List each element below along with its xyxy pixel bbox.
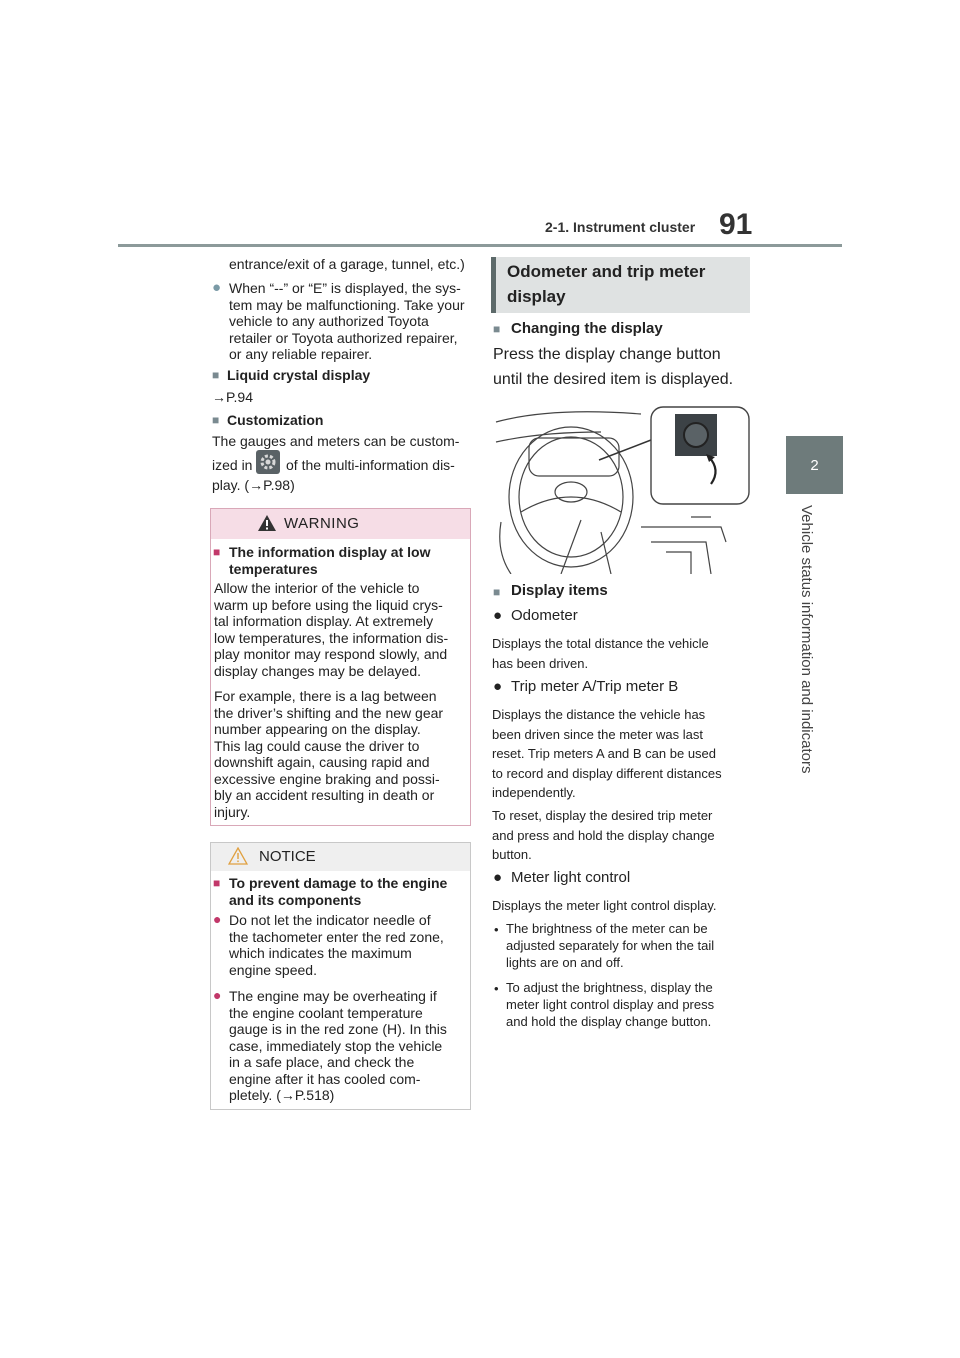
display-items-heading: Display items — [511, 582, 608, 599]
bullet-dot: • — [494, 981, 499, 996]
bullet-dot: ● — [493, 678, 503, 695]
section-header-bar — [491, 257, 496, 313]
warning-triangle-icon — [257, 514, 277, 537]
customization-line: of the multi-information dis- — [286, 457, 455, 473]
trip-meter-heading: Trip meter A/Trip meter B — [511, 678, 679, 695]
bullet-dot: ● — [493, 869, 503, 886]
settings-gear-icon — [256, 450, 280, 474]
trip-meter-reset-text: To reset, display the desired trip meter and press and hold the display change button. — [492, 808, 715, 862]
meter-light-bullet: To adjust the brightness, display the meter light control display and press and hold the display change button. — [506, 980, 715, 1029]
trip-meter-text: Displays the distance the vehicle has been driven since the meter was last reset. Trip meters A and B can be used to record and display different distances independently. — [492, 707, 722, 800]
warning-subheading: The information display at low temperatures — [229, 544, 431, 577]
square-marker: ■ — [213, 876, 221, 890]
page-number: 91 — [719, 208, 753, 241]
steering-wheel-illustration — [491, 402, 750, 574]
chapter-number: 2 — [810, 456, 819, 474]
meter-light-text: Displays the meter light control display. — [492, 898, 717, 913]
caution-triangle-icon — [228, 847, 248, 870]
chapter-title-vertical — [800, 505, 830, 795]
notice-title: NOTICE — [259, 848, 316, 865]
odometer-heading: Odometer — [511, 607, 578, 624]
meter-light-bullet: The brightness of the meter can be adjusted separately for when the tail lights are on and off. — [506, 921, 715, 970]
notice-header — [211, 843, 470, 871]
customization-line: The gauges and meters can be custom- — [212, 433, 460, 449]
notice-subheading: To prevent damage to the engine and its components — [229, 875, 448, 908]
warning-title: WARNING — [284, 515, 360, 532]
lcd-page-ref[interactable]: →P.94 — [212, 389, 253, 405]
bullet-dot: • — [494, 922, 499, 937]
section-title: 2-1. Instrument cluster — [545, 219, 696, 235]
meter-light-heading: Meter light control — [511, 869, 631, 886]
section-title-odometer: Odometer and trip meter display — [507, 262, 706, 306]
customization-page-ref[interactable]: play. (→P.98) — [212, 477, 295, 493]
changing-heading: Changing the display — [511, 320, 663, 337]
continued-line: entrance/exit of a garage, tunnel, etc.) — [229, 256, 465, 272]
square-marker: ■ — [212, 368, 220, 382]
chapter-title: Vehicle status information and indicators — [798, 505, 815, 774]
customization-line: ized in — [212, 457, 253, 473]
lcd-heading: Liquid crystal display — [227, 367, 371, 383]
square-marker: ■ — [493, 585, 501, 599]
notice-bullet: The engine may be overheating if the engine coolant temperature gauge is in the red zone (H). In this case, immediately stop the vehicle in a safe place, and check the engine after it has cooled com- pletely. (→P.518) — [229, 988, 447, 1103]
bullet-dot: ● — [493, 607, 503, 624]
notice-bullet: Do not let the indicator needle of the tachometer enter the red zone, which indicates the maximum engine speed. — [229, 912, 444, 978]
changing-text: Press the display change button until the desired item is displayed. — [493, 346, 734, 388]
bullet-dot: ● — [213, 911, 222, 927]
square-marker: ■ — [213, 545, 221, 559]
bullet-e-display: When “--” or “E” is displayed, the sys- tem may be malfunctioning. Take your vehicle to any authorized Toyota retailer or Toyota authorized repairer, or any reliable repairer. — [229, 280, 465, 362]
customization-heading: Customization — [227, 412, 324, 428]
bullet-dot: ● — [212, 279, 222, 296]
warning-paragraph: For example, there is a lag between the driver’s shifting and the new gear number appearing on the display. This lag could cause the driver to downshift again, causing rapid and excessive engine braking and possi- bly an accident resulting in death or injury. — [214, 688, 444, 820]
odometer-text: Displays the total distance the vehicle has been driven. — [492, 636, 709, 671]
chapter-tab — [786, 436, 843, 494]
bullet-dot: ● — [213, 987, 222, 1003]
square-marker: ■ — [493, 322, 501, 336]
header-divider — [118, 244, 842, 247]
square-marker: ■ — [212, 413, 220, 427]
warning-paragraph: Allow the interior of the vehicle to warm up before using the liquid crys- tal information display. At extremely low temperatures, the information dis- play monitor may respond slowly, and display changes may be delayed. — [214, 580, 449, 679]
